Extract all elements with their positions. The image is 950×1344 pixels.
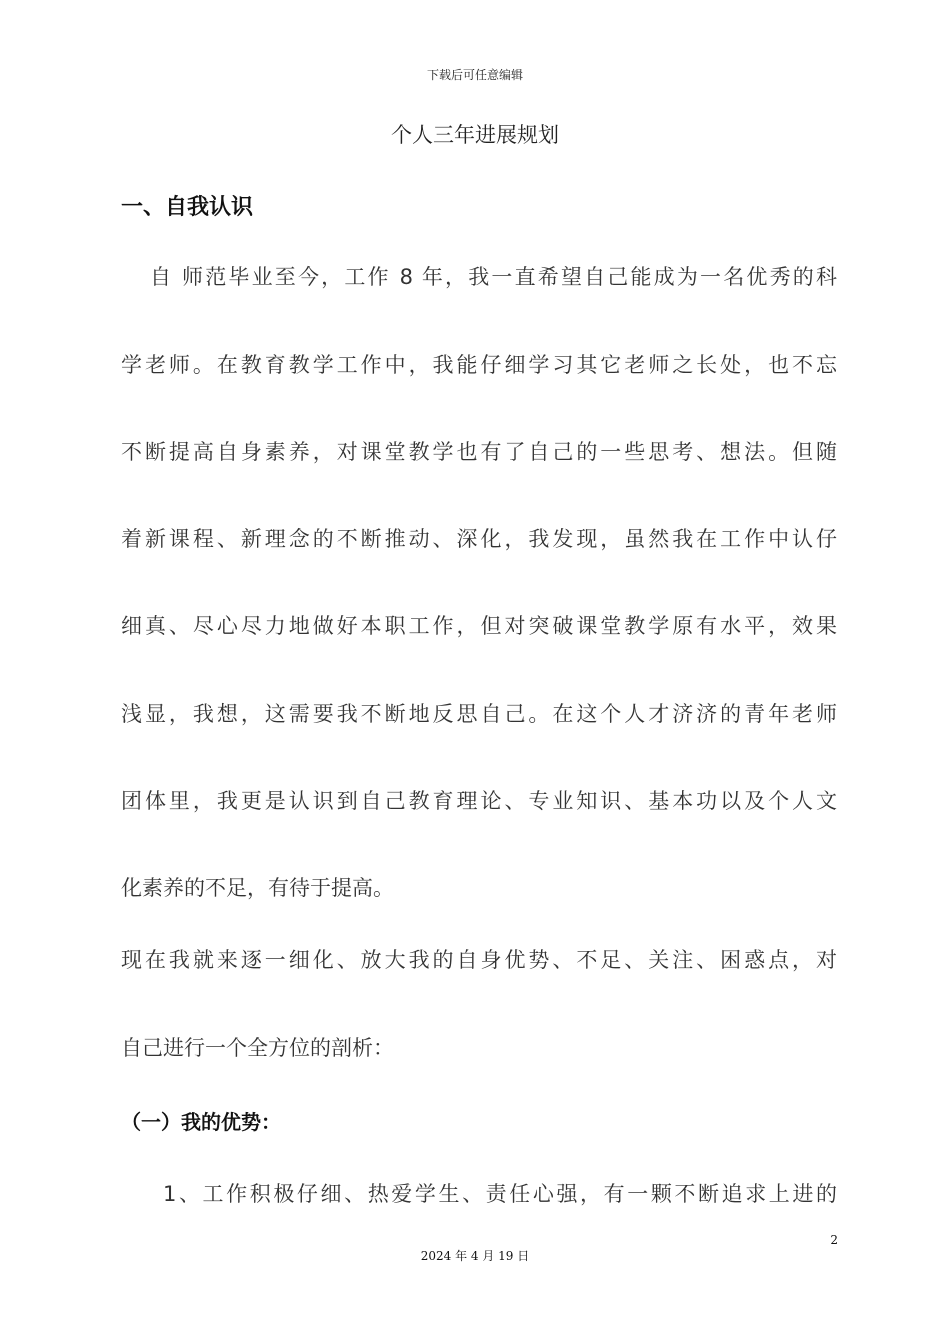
paragraph-line: 自 师范毕业至今，工作 8 年，我一直希望自己能成为一名优秀的科: [150, 265, 837, 289]
document-title: 个人三年进展规划: [391, 123, 559, 147]
paragraph-line: 自己进行一个全方位的剖析：: [121, 1036, 394, 1060]
paragraph-line: 现在我就来逐一细化、放大我的自身优势、不足、关注、困惑点，对: [121, 948, 837, 972]
paragraph-line: 团体里，我更是认识到自己教育理论、专业知识、基本功以及个人文: [121, 789, 837, 813]
paragraph-line: 细真、尽心尽力地做好本职工作，但对突破课堂教学原有水平，效果: [121, 614, 837, 638]
paragraph-line: 化素养的不足，有待于提高。: [121, 876, 394, 900]
page-number: 2: [830, 1233, 838, 1247]
subsection-heading-strengths: （一）我的优势：: [121, 1110, 281, 1134]
list-item: 1、工作积极仔细、热爱学生、责任心强，有一颗不断追求上进的: [163, 1182, 837, 1206]
section-heading-self-awareness: 一、自我认识: [121, 195, 254, 220]
footer-date: 2024 年 4 月 19 日: [420, 1249, 530, 1263]
paragraph-line: 学老师。在教育教学工作中，我能仔细学习其它老师之长处，也不忘: [121, 353, 837, 377]
header-note: 下载后可任意编辑: [426, 68, 523, 82]
paragraph-line: 着新课程、新理念的不断推动、深化，我发现，虽然我在工作中认仔: [121, 527, 837, 551]
paragraph-line: 浅显，我想，这需要我不断地反思自己。在这个人才济济的青年老师: [121, 702, 837, 726]
paragraph-line: 不断提高自身素养，对课堂教学也有了自己的一些思考、想法。但随: [121, 440, 837, 464]
